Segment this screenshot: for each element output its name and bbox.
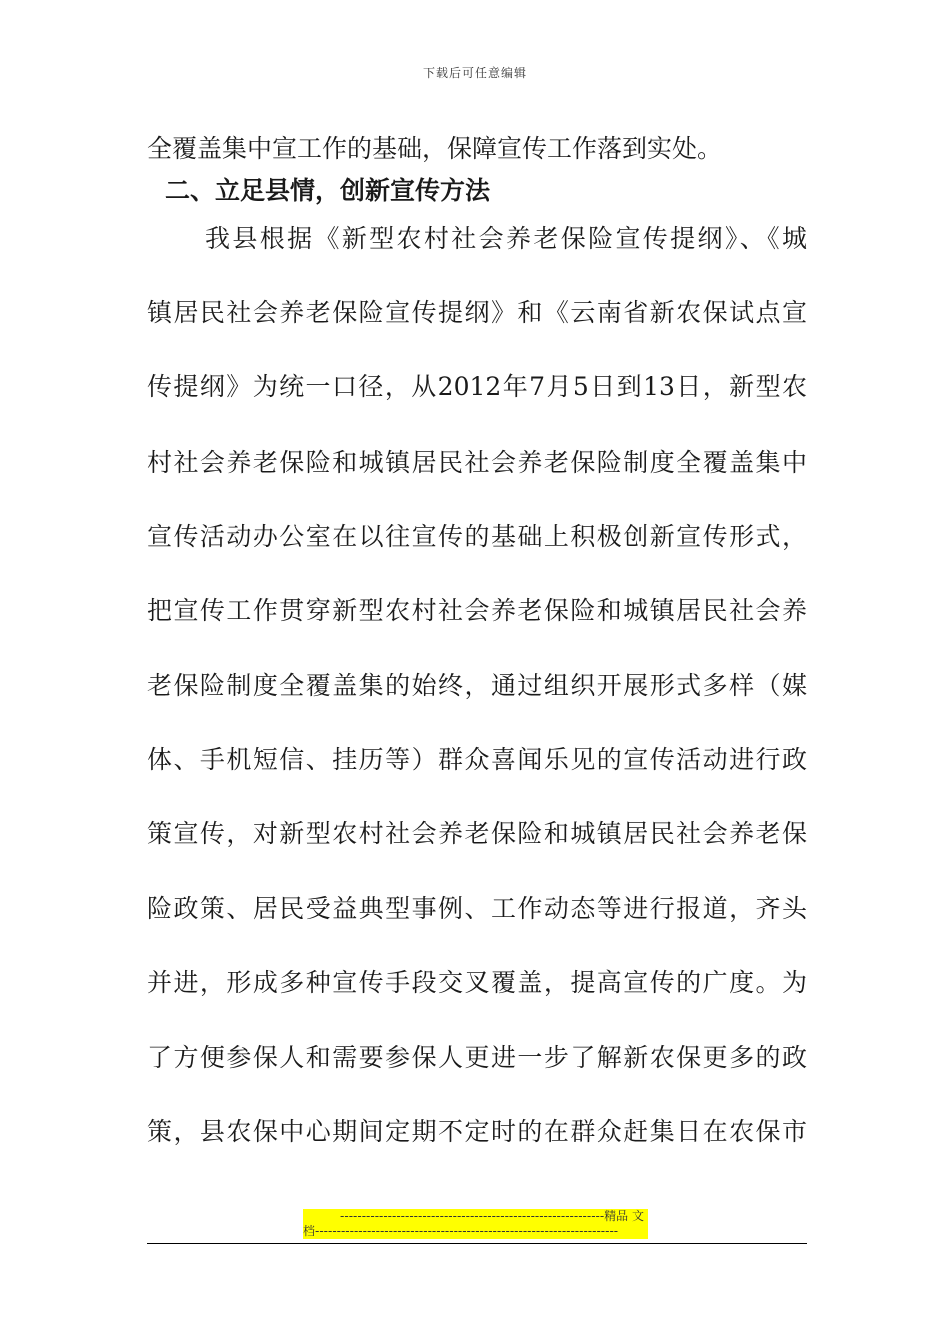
paragraph-line: 传提纲》为统一口径，从2012年7月5日到13日，新型农 bbox=[147, 372, 807, 401]
paragraph-line: 宣传活动办公室在以往宣传的基础上积极创新宣传形式， bbox=[147, 522, 807, 551]
paragraph-line: 体、手机短信、挂历等）群众喜闻乐见的宣传活动进行政 bbox=[147, 745, 807, 774]
paragraph-line: 我县根据《新型农村社会养老保险宣传提纲》、《城 bbox=[205, 224, 807, 253]
paragraph-line: 村社会养老保险和城镇居民社会养老保险制度全覆盖集中 bbox=[147, 448, 807, 477]
paragraph-line: 老保险制度全覆盖集的始终，通过组织开展形式多样（媒 bbox=[147, 671, 807, 700]
paragraph-line: 了方便参保人和需要参保人更进一步了解新农保更多的政 bbox=[147, 1043, 807, 1072]
header-note: 下载后可任意编辑 bbox=[422, 66, 527, 80]
footer-watermark bbox=[303, 1209, 648, 1239]
body-first-line: 全覆盖集中宣工作的基础，保障宣传工作落到实处。 bbox=[147, 134, 723, 163]
paragraph-line: 把宣传工作贯穿新型农村社会养老保险和城镇居民社会养 bbox=[147, 596, 807, 625]
paragraph-line: 策宣传，对新型农村社会养老保险和城镇居民社会养老保 bbox=[147, 819, 807, 848]
footer-watermark-row-1: -------------------------------------------------------------精品 文 bbox=[340, 1209, 644, 1223]
section-heading: 二、立足县情，创新宣传方法 bbox=[165, 176, 491, 205]
footer-watermark-row-2: 档---------------------------------------------------------------------- bbox=[303, 1224, 619, 1238]
footer-divider bbox=[147, 1243, 807, 1244]
paragraph-line: 并进，形成多种宣传手段交叉覆盖，提高宣传的广度。为 bbox=[147, 968, 807, 997]
paragraph-line: 镇居民社会养老保险宣传提纲》和《云南省新农保试点宣 bbox=[147, 298, 807, 327]
paragraph-line: 险政策、居民受益典型事例、工作动态等进行报道，齐头 bbox=[147, 894, 807, 923]
paragraph-line: 策，县农保中心期间定期不定时的在群众赶集日在农保市 bbox=[147, 1117, 807, 1146]
